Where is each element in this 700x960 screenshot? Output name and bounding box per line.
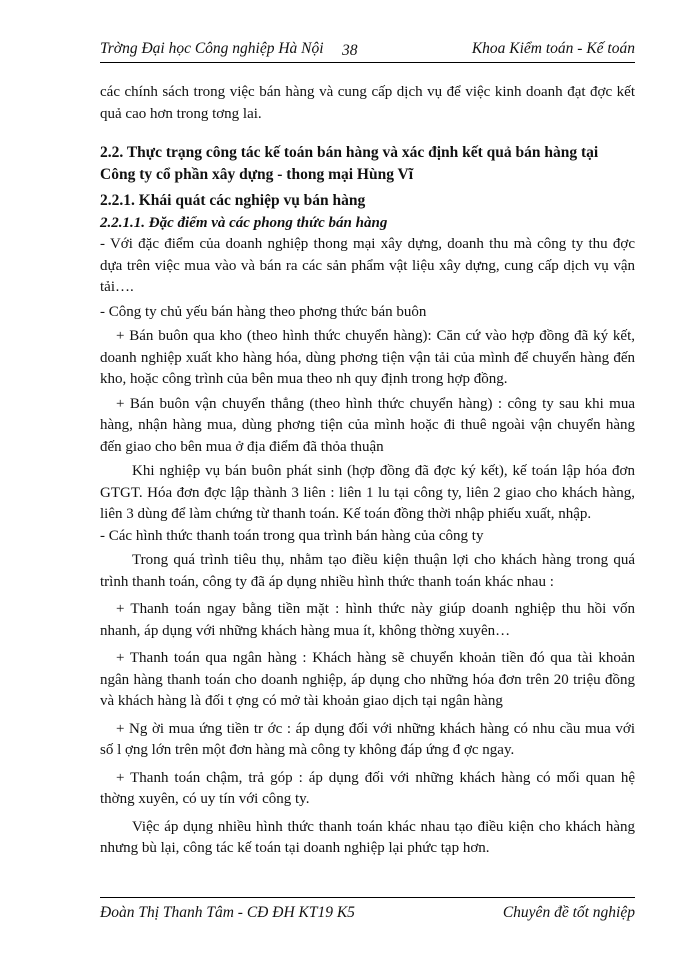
paragraph-payment-intro: Trong quá trình tiêu thụ, nhằm tạo điều kiện thuận lợi cho khách hàng trong quá trình thanh toán, công ty đã áp dụng nhiều hình thức thanh toán khác nhau : <box>100 552 635 590</box>
page-header <box>100 40 635 63</box>
paragraph-revenue: - Với đặc điểm của doanh nghiệp thong mại xây dựng, doanh thu mà công ty thu đợc dựa trên việc mua vào và bán ra các sản phẩm vật liệu xây dựng, cung cấp dịch vụ vận tải…. <box>100 236 635 295</box>
paragraph-sales-method: - Công ty chủ yếu bán hàng theo phơng thức bán buôn <box>100 303 427 320</box>
section-heading-2-2-1-1: 2.2.1.1. Đặc điểm và các phong thức bán hàng <box>100 215 388 231</box>
paragraph-cash-payment: + Thanh toán ngay bằng tiền mặt : hình thức này giúp doanh nghiệp thu hồi vốn nhanh, áp dụng với những khách hàng mua ít, không thờng xuyên… <box>100 601 635 639</box>
header-school: Trờng Đại học Công nghiệp Hà Nội <box>100 40 324 57</box>
paragraph-deferred-payment: + Thanh toán chậm, trả góp : áp dụng đối với những khách hàng có mối quan hệ thờng xuyên, có uy tín với công ty. <box>100 769 635 807</box>
page-content <box>100 72 635 860</box>
section-heading-2-2: 2.2. Thực trạng công tác kế toán bán hàng và xác định kết quả bán hàng tại Công ty cổ phần xây dựng - thong mại Hùng Vĩ <box>100 144 599 183</box>
paragraph-advance-payment: + Ng ời mua ứng tiền tr ớc : áp dụng đối với những khách hàng có nhu cầu mua với số l ợng lớn trên một đơn hàng mà công ty không đáp ứng đ ợc ngay. <box>100 720 635 758</box>
paragraph-bank-payment: + Thanh toán qua ngân hàng : Khách hàng sẽ chuyển khoản tiền đó qua tài khoản ngân hàng thanh toán cho doanh nghiệp, áp dụng cho những hóa đơn trên 20 triệu đồng và khách hàng là đối t ợng có mở tài khoản giao dịch tại ngân hàng <box>100 650 635 709</box>
header-page-number: 38 <box>342 42 358 59</box>
paragraph-payment-forms: - Các hình thức thanh toán trong qua trình bán hàng của công ty <box>100 527 484 544</box>
paragraph-invoice: Khi nghiệp vụ bán buôn phát sinh (hợp đồng đã đợc ký kết), kế toán lập hóa đơn GTGT. Hóa đơn đợc lập thành 3 liên : liên 1 lu tại công ty, liên 2 giao cho khách hàng, liên 3 dùng để làm chứng từ thanh toán. Kế toán đồng thời nhập phiếu xuất, nhập. <box>100 463 635 522</box>
footer-doc-type: Chuyên đề tốt nghiệp <box>502 904 635 921</box>
paragraph-warehouse-wholesale: + Bán buôn qua kho (theo hình thức chuyển hàng): Căn cứ vào hợp đồng đã ký kết, doanh nghiệp xuất kho hàng hóa, dùng phơng tiện vận tải của mình để chuyển hàng đến kho, hoặc công trình của bên mua theo nh quy định trong hợp đồng. <box>100 328 635 387</box>
intro-paragraph: các chính sách trong việc bán hàng và cung cấp dịch vụ để việc kinh doanh đạt đợc kết quả cao hơn trong tơng lai. <box>100 84 635 122</box>
header-faculty: Khoa Kiểm toán - Kế toán <box>471 40 635 57</box>
paragraph-direct-wholesale: + Bán buôn vận chuyển thẳng (theo hình thức chuyển hàng) : công ty sau khi mua hàng, nhận hàng mua, dùng phơng tiện của mình hoặc đi thuê ngoài vận chuyển hàng đến giao cho bên mua ở địa điểm đã thỏa thuận <box>100 395 635 455</box>
page-footer <box>100 897 635 922</box>
paragraph-conclusion: Việc áp dụng nhiều hình thức thanh toán khác nhau tạo điều kiện cho khách hàng nhưng bù lại, công tác kế toán tại doanh nghiệp lại phức tạp hơn. <box>100 818 635 856</box>
section-heading-2-2-1: 2.2.1. Khái quát các nghiệp vụ bán hàng <box>100 192 366 209</box>
footer-author: Đoàn Thị Thanh Tâm - CĐ ĐH KT19 K5 <box>100 904 355 921</box>
